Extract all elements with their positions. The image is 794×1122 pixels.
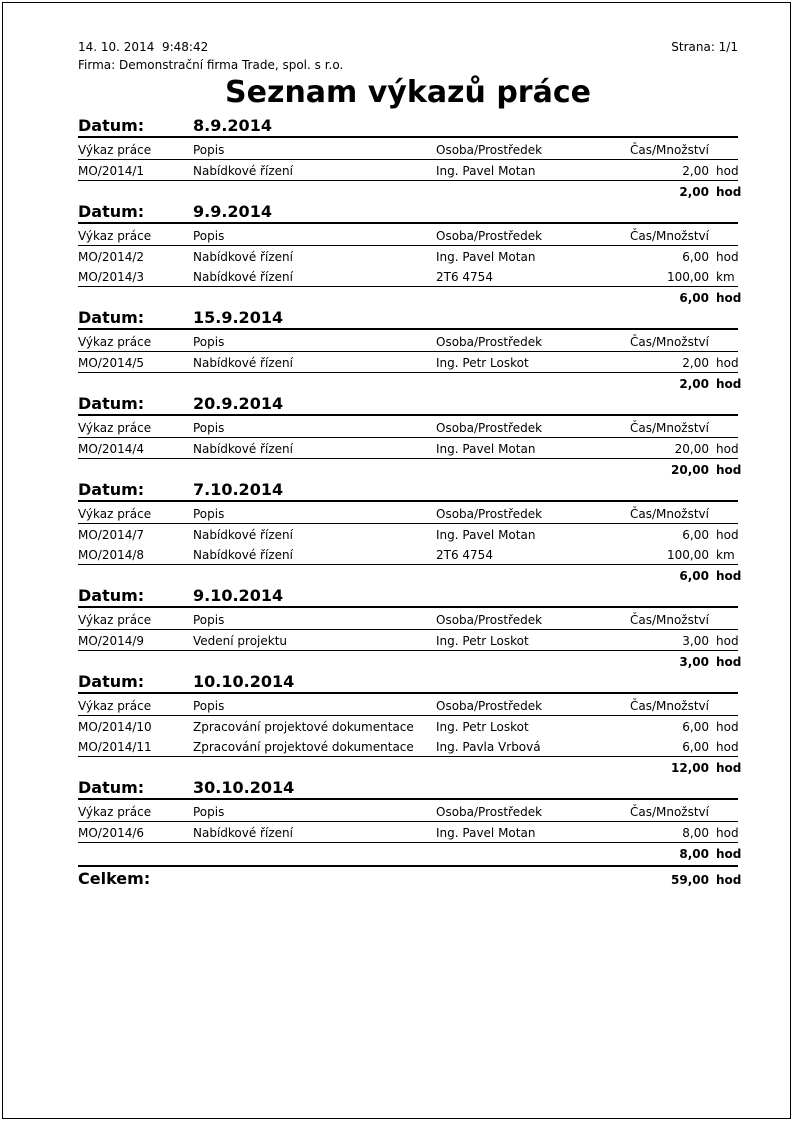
- grand-total-row: [78, 865, 742, 888]
- row-work-report-id: MO/2014/7: [78, 528, 145, 542]
- row-amount: 100,00: [667, 548, 709, 562]
- row-qty-cell: [608, 548, 738, 562]
- table-rows: [78, 352, 738, 373]
- table-header-row: [78, 224, 738, 246]
- column-header-unit-spacer: [716, 229, 738, 243]
- table-rows: [78, 160, 738, 181]
- column-header-osoba-prostredek: Osoba/Prostředek: [436, 335, 543, 349]
- row-person-resource: Ing. Pavel Motan: [436, 826, 536, 840]
- column-header-vykaz-prace: Výkaz práce: [78, 699, 152, 713]
- table-rows: [78, 822, 738, 843]
- row-description: Zpracování projektové dokumentace: [193, 740, 414, 754]
- column-header-unit-spacer: [716, 805, 738, 819]
- row-person-resource: 2T6 4754: [436, 270, 493, 284]
- row-qty-cell: [608, 740, 738, 754]
- page-number: Strana: 1/1: [671, 40, 738, 54]
- row-person-resource: Ing. Pavel Motan: [436, 528, 536, 542]
- date-heading-row: [78, 203, 738, 224]
- section-subtotal-row: [78, 757, 742, 777]
- section-date: 8.9.2014: [193, 116, 272, 135]
- row-person-resource: Ing. Pavel Motan: [436, 250, 536, 264]
- row-work-report-id: MO/2014/8: [78, 548, 145, 562]
- column-header-osoba-prostredek: Osoba/Prostředek: [436, 421, 543, 435]
- column-header-unit-spacer: [716, 335, 738, 349]
- row-amount: 3,00: [682, 634, 709, 648]
- row-description: Nabídkové řízení: [193, 356, 293, 370]
- table-header-row: [78, 800, 738, 822]
- table-row: [78, 524, 738, 544]
- section-date: 9.10.2014: [193, 586, 284, 605]
- section-subtotal-row: [78, 181, 742, 201]
- column-header-osoba-prostredek: Osoba/Prostředek: [436, 229, 543, 243]
- column-header-popis: Popis: [193, 335, 225, 349]
- subtotal-unit: hod: [716, 569, 742, 583]
- row-description: Zpracování projektové dokumentace: [193, 720, 414, 734]
- table-row: [78, 266, 738, 286]
- grand-total-label: Celkem:: [78, 869, 151, 888]
- table-row: [78, 246, 738, 266]
- column-header-unit-spacer: [716, 699, 738, 713]
- column-header-unit-spacer: [716, 613, 738, 627]
- datum-label: Datum:: [78, 672, 145, 691]
- company-line: Firma: Demonstrační firma Trade, spol. s r.o.: [78, 58, 344, 72]
- row-amount: 2,00: [682, 356, 709, 370]
- row-unit: km: [716, 548, 735, 562]
- subtotal-unit: hod: [716, 761, 742, 775]
- grand-total-unit: hod: [716, 873, 742, 887]
- row-unit: hod: [716, 634, 739, 648]
- subtotal-amount: 20,00: [671, 463, 709, 477]
- column-header-cas-mnozstvi: Čas/Množství: [629, 805, 709, 819]
- subtotal-unit: hod: [716, 291, 742, 305]
- subtotal-amount: 2,00: [679, 185, 709, 199]
- subtotal-unit: hod: [716, 655, 742, 669]
- section-subtotal-row: [78, 373, 742, 393]
- column-header-osoba-prostredek: Osoba/Prostředek: [436, 143, 543, 157]
- table-rows: [78, 438, 738, 459]
- row-work-report-id: MO/2014/6: [78, 826, 145, 840]
- row-work-report-id: MO/2014/9: [78, 634, 145, 648]
- date-heading-row: [78, 587, 738, 608]
- row-description: Nabídkové řízení: [193, 528, 293, 542]
- date-section: [78, 308, 742, 393]
- column-header-popis: Popis: [193, 229, 225, 243]
- date-section: [78, 586, 742, 671]
- table-header-row: [78, 138, 738, 160]
- print-datetime: 14. 10. 2014 9:48:42: [78, 40, 209, 54]
- row-description: Nabídkové řízení: [193, 250, 293, 264]
- row-person-resource: Ing. Petr Loskot: [436, 356, 529, 370]
- row-qty-cell: [608, 270, 738, 284]
- section-subtotal-row: [78, 565, 742, 585]
- column-header-unit-spacer: [716, 143, 738, 157]
- subtotal-amount: 6,00: [679, 569, 709, 583]
- column-header-qty-cell: [608, 613, 738, 627]
- row-qty-cell: [608, 356, 738, 370]
- table-header-row: [78, 330, 738, 352]
- column-header-osoba-prostredek: Osoba/Prostředek: [436, 805, 543, 819]
- row-work-report-id: MO/2014/3: [78, 270, 145, 284]
- row-amount: 100,00: [667, 270, 709, 284]
- section-date: 15.9.2014: [193, 308, 284, 327]
- date-section: [78, 202, 742, 307]
- subtotal-amount: 2,00: [679, 377, 709, 391]
- column-header-popis: Popis: [193, 507, 225, 521]
- column-header-qty-cell: [608, 335, 738, 349]
- row-amount: 8,00: [682, 826, 709, 840]
- column-header-vykaz-prace: Výkaz práce: [78, 421, 152, 435]
- row-unit: km: [716, 270, 735, 284]
- report-meta-row: [78, 40, 738, 54]
- row-work-report-id: MO/2014/2: [78, 250, 145, 264]
- row-qty-cell: [608, 164, 738, 178]
- column-header-cas-mnozstvi: Čas/Množství: [629, 613, 709, 627]
- row-description: Nabídkové řízení: [193, 164, 293, 178]
- column-header-osoba-prostredek: Osoba/Prostředek: [436, 613, 543, 627]
- row-description: Nabídkové řízení: [193, 826, 293, 840]
- row-amount: 6,00: [682, 250, 709, 264]
- date-section: [78, 778, 742, 863]
- row-unit: hod: [716, 356, 739, 370]
- column-header-qty-cell: [608, 805, 738, 819]
- column-header-unit-spacer: [716, 421, 738, 435]
- column-header-qty-cell: [608, 229, 738, 243]
- column-header-vykaz-prace: Výkaz práce: [78, 805, 152, 819]
- column-header-vykaz-prace: Výkaz práce: [78, 507, 152, 521]
- section-subtotal-row: [78, 843, 742, 863]
- report-page: [78, 40, 742, 888]
- subtotal-amount: 8,00: [679, 847, 709, 861]
- table-row: [78, 352, 738, 372]
- column-header-vykaz-prace: Výkaz práce: [78, 229, 152, 243]
- datum-label: Datum:: [78, 308, 145, 327]
- column-header-popis: Popis: [193, 613, 225, 627]
- section-date: 7.10.2014: [193, 480, 284, 499]
- table-header-row: [78, 416, 738, 438]
- column-header-popis: Popis: [193, 699, 225, 713]
- date-section: [78, 394, 742, 479]
- column-header-popis: Popis: [193, 805, 225, 819]
- row-unit: hod: [716, 826, 739, 840]
- column-header-unit-spacer: [716, 507, 738, 521]
- column-header-cas-mnozstvi: Čas/Množství: [629, 229, 709, 243]
- datum-label: Datum:: [78, 778, 145, 797]
- row-description: Nabídkové řízení: [193, 442, 293, 456]
- column-header-popis: Popis: [193, 421, 225, 435]
- column-header-cas-mnozstvi: Čas/Množství: [629, 699, 709, 713]
- table-rows: [78, 246, 738, 287]
- row-unit: hod: [716, 528, 739, 542]
- table-rows: [78, 630, 738, 651]
- section-date: 10.10.2014: [193, 672, 295, 691]
- row-description: Vedení projektu: [193, 634, 288, 648]
- row-person-resource: Ing. Petr Loskot: [436, 720, 529, 734]
- section-date: 30.10.2014: [193, 778, 295, 797]
- column-header-qty-cell: [608, 143, 738, 157]
- row-unit: hod: [716, 442, 739, 456]
- subtotal-unit: hod: [716, 847, 742, 861]
- table-row: [78, 630, 738, 650]
- sections-container: [78, 116, 742, 863]
- row-unit: hod: [716, 164, 739, 178]
- column-header-qty-cell: [608, 699, 738, 713]
- date-heading-row: [78, 395, 738, 416]
- section-subtotal-row: [78, 287, 742, 307]
- subtotal-amount: 12,00: [671, 761, 709, 775]
- date-section: [78, 672, 742, 777]
- subtotal-unit: hod: [716, 463, 742, 477]
- column-header-popis: Popis: [193, 143, 225, 157]
- datum-label: Datum:: [78, 480, 145, 499]
- table-row: [78, 736, 738, 756]
- row-amount: 20,00: [674, 442, 709, 456]
- row-description: Nabídkové řízení: [193, 270, 293, 284]
- table-rows: [78, 524, 738, 565]
- row-work-report-id: MO/2014/1: [78, 164, 145, 178]
- row-qty-cell: [608, 720, 738, 734]
- section-date: 20.9.2014: [193, 394, 284, 413]
- column-header-cas-mnozstvi: Čas/Množství: [629, 143, 709, 157]
- subtotal-unit: hod: [716, 377, 742, 391]
- row-amount: 6,00: [682, 528, 709, 542]
- column-header-vykaz-prace: Výkaz práce: [78, 335, 152, 349]
- row-work-report-id: MO/2014/5: [78, 356, 145, 370]
- column-header-osoba-prostredek: Osoba/Prostředek: [436, 507, 543, 521]
- row-person-resource: 2T6 4754: [436, 548, 493, 562]
- subtotal-unit: hod: [716, 185, 742, 199]
- section-subtotal-row: [78, 651, 742, 671]
- table-header-row: [78, 694, 738, 716]
- row-qty-cell: [608, 634, 738, 648]
- table-row: [78, 716, 738, 736]
- row-unit: hod: [716, 740, 739, 754]
- subtotal-amount: 6,00: [679, 291, 709, 305]
- row-work-report-id: MO/2014/10: [78, 720, 152, 734]
- row-person-resource: Ing. Pavel Motan: [436, 164, 536, 178]
- page-title: Seznam výkazů práce: [225, 75, 591, 110]
- column-header-osoba-prostredek: Osoba/Prostředek: [436, 699, 543, 713]
- column-header-vykaz-prace: Výkaz práce: [78, 143, 152, 157]
- datum-label: Datum:: [78, 586, 145, 605]
- column-header-cas-mnozstvi: Čas/Množství: [629, 507, 709, 521]
- section-date: 9.9.2014: [193, 202, 272, 221]
- table-row: [78, 544, 738, 564]
- datum-label: Datum:: [78, 116, 145, 135]
- row-unit: hod: [716, 720, 739, 734]
- row-person-resource: Ing. Pavel Motan: [436, 442, 536, 456]
- datum-label: Datum:: [78, 202, 145, 221]
- column-header-cas-mnozstvi: Čas/Množství: [629, 421, 709, 435]
- row-amount: 6,00: [682, 740, 709, 754]
- table-header-row: [78, 502, 738, 524]
- row-qty-cell: [608, 250, 738, 264]
- datum-label: Datum:: [78, 394, 145, 413]
- table-row: [78, 438, 738, 458]
- subtotal-amount: 3,00: [679, 655, 709, 669]
- date-heading-row: [78, 481, 738, 502]
- row-work-report-id: MO/2014/11: [78, 740, 152, 754]
- row-amount: 6,00: [682, 720, 709, 734]
- column-header-cas-mnozstvi: Čas/Množství: [629, 335, 709, 349]
- column-header-qty-cell: [608, 421, 738, 435]
- row-qty-cell: [608, 442, 738, 456]
- row-work-report-id: MO/2014/4: [78, 442, 145, 456]
- row-person-resource: Ing. Pavla Vrbová: [436, 740, 541, 754]
- table-row: [78, 822, 738, 842]
- row-unit: hod: [716, 250, 739, 264]
- row-qty-cell: [608, 528, 738, 542]
- row-description: Nabídkové řízení: [193, 548, 293, 562]
- column-header-qty-cell: [608, 507, 738, 521]
- table-row: [78, 160, 738, 180]
- date-heading-row: [78, 779, 738, 800]
- date-heading-row: [78, 673, 738, 694]
- row-amount: 2,00: [682, 164, 709, 178]
- grand-total-amount: 59,00: [671, 873, 709, 887]
- table-rows: [78, 716, 738, 757]
- table-header-row: [78, 608, 738, 630]
- date-heading-row: [78, 309, 738, 330]
- row-qty-cell: [608, 826, 738, 840]
- column-header-vykaz-prace: Výkaz práce: [78, 613, 152, 627]
- date-section: [78, 116, 742, 201]
- date-section: [78, 480, 742, 585]
- date-heading-row: [78, 117, 738, 138]
- section-subtotal-row: [78, 459, 742, 479]
- row-person-resource: Ing. Petr Loskot: [436, 634, 529, 648]
